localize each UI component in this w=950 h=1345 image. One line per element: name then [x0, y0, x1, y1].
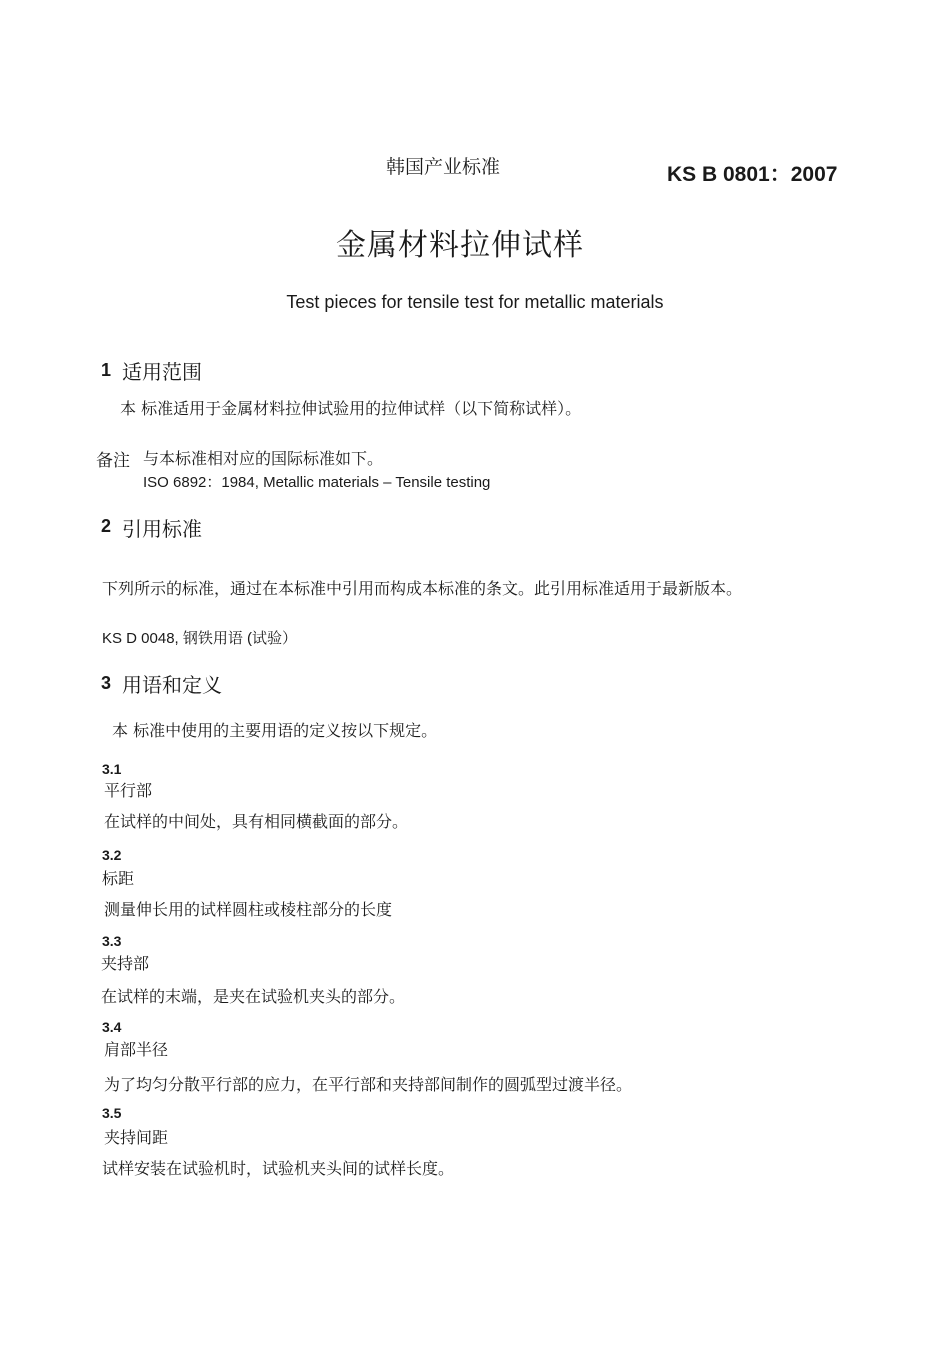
term-name: 夹持间距 [104, 1128, 169, 1147]
section-3-text: 本 标准中使用的主要用语的定义按以下规定。 [112, 721, 438, 740]
standard-code: KS B 0801：2007 [667, 163, 838, 186]
term-definition: 在试样的中间处，具有相同横截面的部分。 [104, 812, 409, 831]
term-definition: 在试样的末端，是夹在试验机夹头的部分。 [101, 987, 406, 1006]
term-definition: 为了均匀分散平行部的应力，在平行部和夹持部间制作的圆弧型过渡半径。 [104, 1075, 633, 1094]
document-title-zh: 金属材料拉伸试样 [336, 228, 584, 263]
note-label: 备注 [96, 451, 130, 471]
term-definition: 试样安装在试验机时，试验机夹头间的试样长度。 [102, 1159, 455, 1178]
section-1-title: 适用范围 [122, 360, 202, 384]
term-number: 3.4 [102, 1019, 122, 1035]
term-definition: 测量伸长用的试样圆柱或棱柱部分的长度 [104, 900, 393, 919]
section-2-number: 2 [101, 516, 112, 536]
term-number: 3.3 [102, 933, 122, 949]
section-2-title: 引用标准 [122, 517, 202, 541]
standard-organization: 韩国产业标准 [386, 156, 501, 178]
term-name: 平行部 [104, 781, 153, 800]
term-number: 3.1 [102, 761, 122, 777]
section-2-text: 下列所示的标准，通过在本标准中引用而构成本标准的条文。此引用标准适用于最新版本。 [102, 579, 743, 598]
document-title-en: Test pieces for tensile test for metallic materials [286, 292, 664, 312]
term-name: 肩部半径 [104, 1040, 169, 1059]
term-name: 标距 [102, 869, 135, 888]
term-number: 3.2 [102, 847, 122, 863]
note-text: 与本标准相对应的国际标准如下。 [143, 449, 384, 468]
section-1-text: 本 标准适用于金属材料拉伸试验用的拉伸试样（以下简称试样）。 [120, 399, 582, 418]
note-reference: ISO 6892：1984, Metallic materials – Tensile testing [143, 474, 491, 491]
section-1-number: 1 [101, 360, 112, 380]
section-3-number: 3 [101, 673, 112, 693]
section-2-reference: KS D 0048, 钢铁用语 (试验） [102, 630, 298, 647]
section-3-title: 用语和定义 [122, 673, 222, 697]
term-name: 夹持部 [101, 954, 150, 973]
term-number: 3.5 [102, 1105, 122, 1121]
